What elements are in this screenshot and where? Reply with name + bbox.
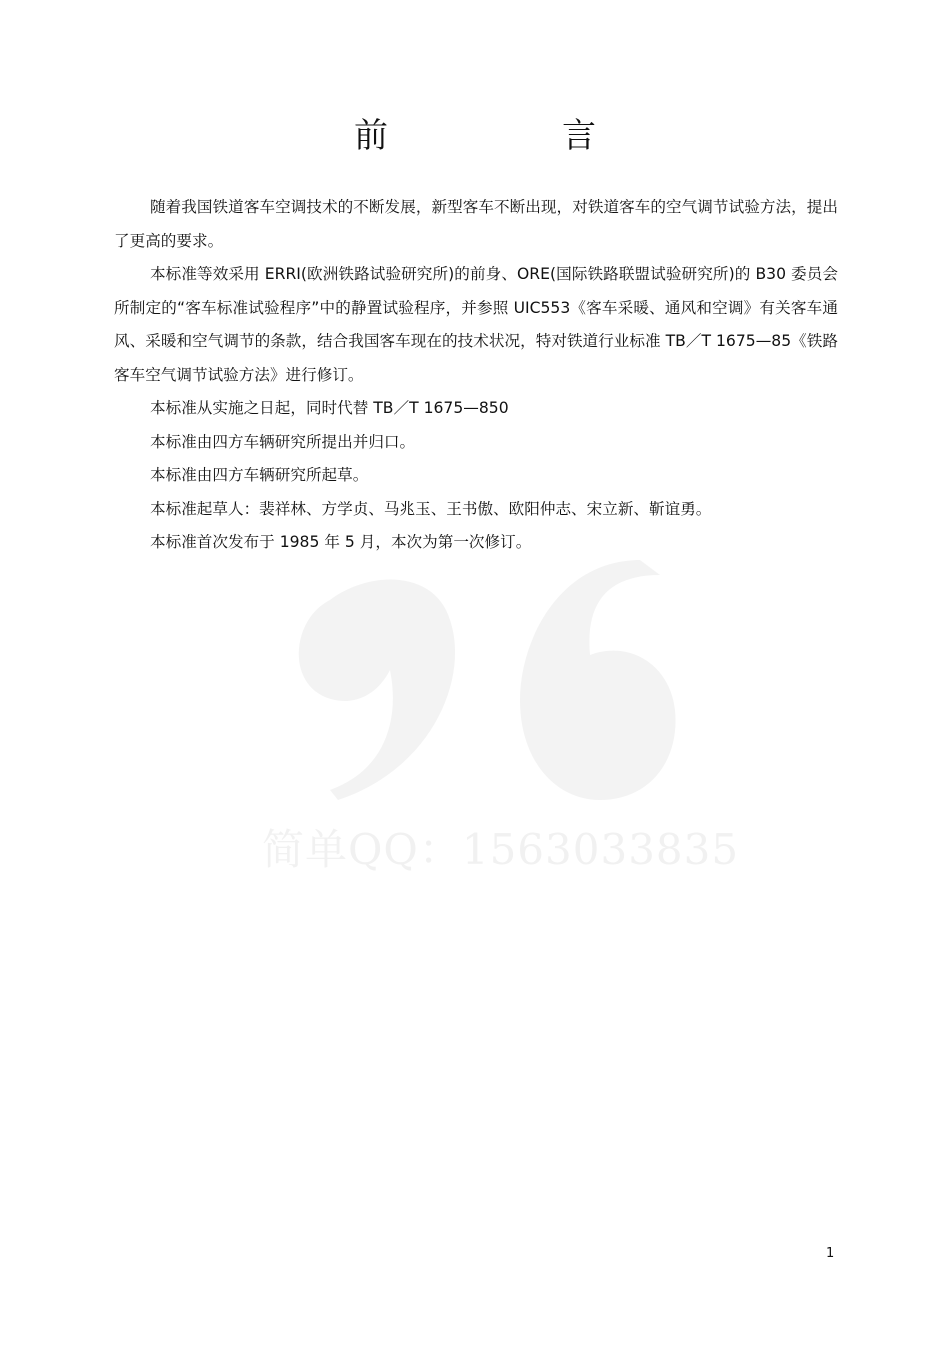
paragraph: 随着我国铁道客车空调技术的不断发展，新型客车不断出现，对铁道客车的空气调节试验方法，提出了更高的要求。 — [114, 198, 838, 250]
watermark-text: 简单QQ：1563033835 — [262, 825, 740, 874]
page-number: 1 — [826, 1246, 835, 1261]
paragraph: 本标准从实施之日起，同时代替 TB／T 1675—850 — [150, 399, 509, 417]
paragraph: 本标准等效采用 ERRI(欧洲铁路试验研究所)的前身、ORE(国际铁路联盟试验研究所)的 B30 委员会所制定的“客车标准试验程序”中的静置试验程序，并参照 UIC553《客车采暖、通风和空调》有关客车通风、采暖和空气调节的条款，结合我国客车现在的技术状况，特对铁道行业标准 TB／T 1675—85《铁路客车空气调节试验方法》进行修订。 — [114, 265, 838, 384]
document-body — [114, 191, 838, 560]
paragraph: 本标准起草人：裴祥林、方学贞、马兆玉、王书傲、欧阳仲志、宋立新、靳谊勇。 — [150, 499, 712, 518]
page-title: 前 言 — [354, 116, 666, 156]
paragraph: 本标准由四方车辆研究所提出并归口。 — [150, 432, 416, 451]
paragraph: 本标准由四方车辆研究所起草。 — [150, 466, 369, 484]
paragraph: 本标准首次发布于 1985 年 5 月，本次为第一次修订。 — [150, 533, 532, 551]
